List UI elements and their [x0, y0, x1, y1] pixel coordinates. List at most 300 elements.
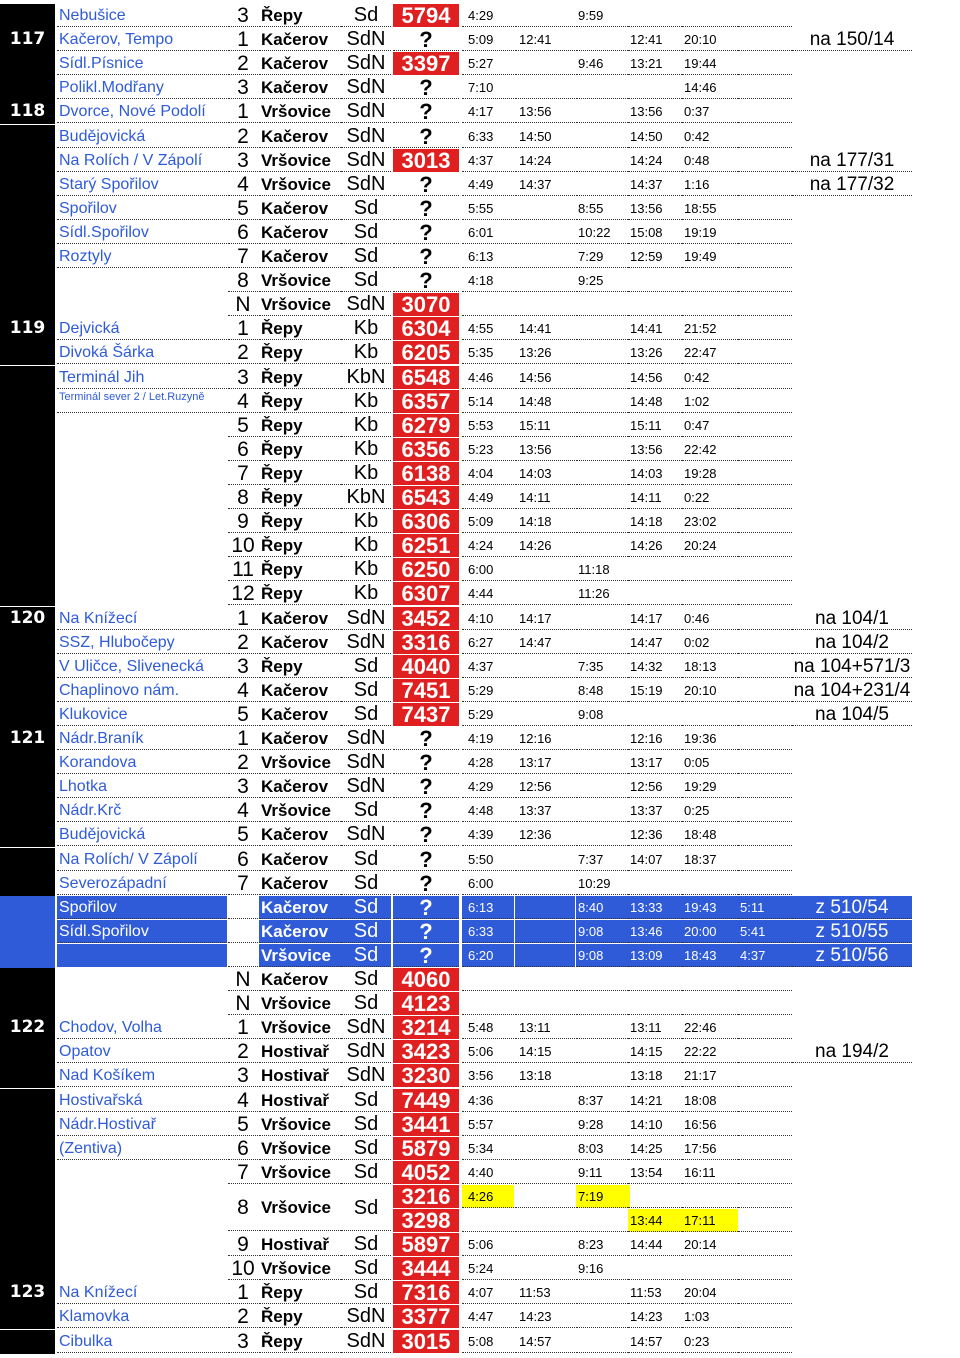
time-cell: 11:53 — [628, 1281, 682, 1304]
time-cell: 14:47 — [628, 631, 682, 654]
time-cell — [515, 76, 575, 99]
position-number: 5 — [228, 197, 258, 220]
time-cell: 0:47 — [682, 414, 738, 437]
position-number: 10 — [228, 534, 258, 557]
depot-name: Kačerov — [259, 823, 341, 846]
time-cell — [738, 245, 792, 268]
time-cell — [738, 28, 792, 51]
vehicle-type: Sd — [341, 799, 391, 822]
time-cell — [738, 968, 792, 991]
time-cell: 6:01 — [462, 221, 514, 244]
line-bar — [0, 462, 55, 486]
time-cell — [462, 293, 514, 316]
line-bar — [0, 775, 55, 799]
time-cell: 13:56 — [628, 100, 682, 123]
vehicle-type: SdN — [341, 1305, 391, 1328]
time-cell: 9:08 — [576, 920, 630, 943]
vehicle-type: Sd — [341, 896, 391, 919]
car-number: 6205 — [393, 341, 459, 364]
stop-name: Na Rolích / V Zápolí — [57, 149, 227, 172]
car-number: 5897 — [393, 1233, 459, 1256]
table-row — [0, 293, 960, 317]
time-cell: 5:09 — [462, 28, 514, 51]
time-cell: 8:40 — [576, 896, 630, 919]
time-cell: 22:42 — [682, 438, 738, 461]
time-cell — [738, 703, 792, 726]
car-number: ? — [393, 221, 459, 244]
time-cell: 5:24 — [462, 1257, 514, 1280]
position-number: 1 — [228, 28, 258, 51]
time-cell: 5:06 — [462, 1040, 514, 1063]
position-number: 3 — [228, 1064, 258, 1087]
car-number: ? — [393, 920, 459, 943]
depot-name: Kačerov — [259, 703, 341, 726]
car-number: 3377 — [393, 1305, 459, 1328]
stop-name: Nádr.Hostivař — [57, 1113, 227, 1136]
position-number: 6 — [228, 438, 258, 461]
depot-name: Vršovice — [259, 293, 341, 316]
time-cell: 14:11 — [515, 486, 575, 509]
table-row — [0, 944, 960, 968]
vehicle-type: Sd — [341, 1161, 391, 1184]
time-cell: 7:19 — [576, 1185, 630, 1208]
line-number-badge: 123 — [0, 1281, 55, 1305]
vehicle-type: SdN — [341, 727, 391, 750]
depot-name: Kačerov — [259, 245, 341, 268]
car-number: 4040 — [393, 655, 459, 678]
note-text — [792, 534, 912, 557]
time-cell — [738, 1209, 792, 1232]
line-bar — [0, 245, 55, 269]
car-number: ? — [393, 125, 459, 148]
time-cell: 7:35 — [576, 655, 630, 678]
position-number: 8 — [228, 1185, 258, 1231]
time-cell — [628, 582, 682, 605]
time-cell: 16:56 — [682, 1113, 738, 1136]
time-cell — [515, 245, 575, 268]
time-cell — [576, 534, 630, 557]
time-cell — [682, 582, 738, 605]
time-cell — [738, 173, 792, 196]
vehicle-type: SdN — [341, 607, 391, 630]
depot-name: Řepy — [259, 341, 341, 364]
note-text — [792, 317, 912, 340]
time-cell: 14:46 — [682, 76, 738, 99]
time-cell: 20:00 — [682, 920, 738, 943]
time-cell — [576, 173, 630, 196]
position-number: 2 — [228, 1040, 258, 1063]
vehicle-type: SdN — [341, 125, 391, 148]
time-cell: 12:41 — [515, 28, 575, 51]
time-cell — [515, 558, 575, 581]
time-cell: 13:37 — [628, 799, 682, 822]
vehicle-type: Kb — [341, 510, 391, 533]
time-cell: 10:29 — [576, 872, 630, 895]
car-number: ? — [393, 799, 459, 822]
time-cell: 14:57 — [515, 1330, 575, 1353]
note-text — [792, 52, 912, 75]
line-bar — [0, 4, 55, 28]
time-cell: 14:56 — [628, 366, 682, 389]
time-cell: 6:00 — [462, 872, 514, 895]
time-cell: 5:23 — [462, 438, 514, 461]
time-cell — [738, 1089, 792, 1112]
time-cell: 17:56 — [682, 1137, 738, 1160]
table-row — [0, 100, 960, 124]
time-cell: 14:21 — [628, 1089, 682, 1112]
time-cell — [738, 221, 792, 244]
time-cell: 14:26 — [515, 534, 575, 557]
note-text — [792, 799, 912, 822]
time-cell: 8:23 — [576, 1233, 630, 1256]
time-cell: 18:43 — [682, 944, 738, 967]
time-cell — [628, 1257, 682, 1280]
position-number: 12 — [228, 582, 258, 605]
stop-name: Budějovická — [57, 823, 227, 846]
time-cell — [515, 1257, 575, 1280]
time-cell — [515, 1185, 575, 1208]
time-cell: 7:10 — [462, 76, 514, 99]
car-number: 7437 — [393, 703, 459, 726]
note-text — [792, 366, 912, 389]
depot-name: Kačerov — [259, 607, 341, 630]
time-cell — [682, 872, 738, 895]
time-cell: 13:17 — [628, 751, 682, 774]
time-cell — [738, 1040, 792, 1063]
position-number: 4 — [228, 679, 258, 702]
time-cell — [738, 631, 792, 654]
time-cell: 14:11 — [628, 486, 682, 509]
time-cell: 0:25 — [682, 799, 738, 822]
time-cell: 4:07 — [462, 1281, 514, 1304]
time-cell: 4:55 — [462, 317, 514, 340]
time-cell — [576, 1016, 630, 1039]
line-bar — [0, 1089, 55, 1113]
time-cell — [738, 799, 792, 822]
table-row — [0, 775, 960, 799]
line-bar — [0, 341, 55, 365]
time-cell: 12:56 — [628, 775, 682, 798]
note-text — [792, 582, 912, 605]
stop-name: Klamovka — [57, 1305, 227, 1328]
time-cell — [515, 1089, 575, 1112]
depot-name: Vršovice — [259, 1113, 341, 1136]
stop-name: Polikl.Modřany — [57, 76, 227, 99]
car-number: 3452 — [393, 607, 459, 630]
position-number: 6 — [228, 848, 258, 871]
time-cell — [515, 920, 575, 943]
time-cell — [576, 1064, 630, 1087]
time-cell: 14:18 — [515, 510, 575, 533]
time-cell: 6:27 — [462, 631, 514, 654]
position-number: 7 — [228, 872, 258, 895]
table-row — [0, 1281, 960, 1305]
position-number: 6 — [228, 221, 258, 244]
car-number: 3015 — [393, 1330, 459, 1353]
position-number: 9 — [228, 510, 258, 533]
time-cell: 20:10 — [682, 28, 738, 51]
time-cell: 19:28 — [682, 462, 738, 485]
table-row — [0, 1137, 960, 1161]
car-number: ? — [393, 896, 459, 919]
car-number: ? — [393, 751, 459, 774]
time-cell: 13:26 — [515, 341, 575, 364]
depot-name: Kačerov — [259, 896, 341, 919]
position-number: 56 — [228, 944, 258, 967]
line-bar — [0, 1040, 55, 1064]
time-cell: 5:57 — [462, 1113, 514, 1136]
note-text: na 177/32 — [792, 173, 912, 196]
line-bar — [0, 848, 55, 872]
stop-name: (Zentiva) — [57, 1137, 227, 1160]
table-row — [0, 1305, 960, 1329]
stop-name: Dvorce, Nové Podolí — [57, 100, 227, 123]
time-cell: 14:37 — [628, 173, 682, 196]
time-cell: 14:17 — [515, 607, 575, 630]
time-cell: 18:55 — [682, 197, 738, 220]
time-cell: 13:33 — [628, 896, 682, 919]
time-cell: 14:48 — [628, 390, 682, 413]
time-cell — [738, 582, 792, 605]
note-text — [792, 341, 912, 364]
time-cell: 4:28 — [462, 751, 514, 774]
table-row — [0, 872, 960, 896]
table-row — [0, 1184, 960, 1219]
time-cell — [576, 775, 630, 798]
time-cell — [738, 1257, 792, 1280]
table-row — [0, 390, 960, 414]
note-text: z 510/54 — [792, 896, 912, 919]
time-cell — [515, 293, 575, 316]
time-cell: 0:37 — [682, 100, 738, 123]
stop-name — [57, 1185, 227, 1208]
time-cell — [738, 775, 792, 798]
depot-name: Kačerov — [259, 679, 341, 702]
vehicle-type: Sd — [341, 221, 391, 244]
time-cell: 15:11 — [515, 414, 575, 437]
table-row — [0, 631, 960, 655]
car-number: 3444 — [393, 1257, 459, 1280]
depot-name: Kačerov — [259, 52, 341, 75]
car-number: ? — [393, 100, 459, 123]
time-cell — [738, 269, 792, 292]
time-cell: 19:29 — [682, 775, 738, 798]
car-number: 7451 — [393, 679, 459, 702]
note-text — [792, 848, 912, 871]
vehicle-type: Kb — [341, 558, 391, 581]
stop-name: Sídl.Spořilov — [57, 920, 227, 943]
stop-name: Sídl.Spořilov — [57, 221, 227, 244]
time-cell — [515, 1113, 575, 1136]
time-cell: 0:02 — [682, 631, 738, 654]
stop-name: Nádr.Braník — [57, 727, 227, 750]
vehicle-type: Sd — [341, 920, 391, 943]
position-number: 5 — [228, 703, 258, 726]
time-cell: 4:37 — [462, 655, 514, 678]
time-cell — [738, 317, 792, 340]
time-cell — [628, 968, 682, 991]
depot-name: Řepy — [259, 510, 341, 533]
line-bar — [0, 799, 55, 823]
depot-name: Vršovice — [259, 992, 341, 1015]
position-number: 4 — [228, 390, 258, 413]
table-row — [0, 1161, 960, 1185]
position-number: 3 — [228, 149, 258, 172]
time-cell — [682, 1185, 738, 1208]
note-text — [792, 1161, 912, 1184]
time-cell — [515, 269, 575, 292]
vehicle-type: KbN — [341, 486, 391, 509]
line-bar — [0, 703, 55, 727]
time-cell — [738, 1161, 792, 1184]
note-text — [792, 125, 912, 148]
time-cell: 5:11 — [738, 896, 792, 919]
time-cell — [515, 679, 575, 702]
car-number: ? — [393, 197, 459, 220]
time-cell — [738, 462, 792, 485]
time-cell: 14:44 — [628, 1233, 682, 1256]
stop-name — [57, 486, 227, 509]
table-row — [0, 655, 960, 679]
position-number: 9 — [228, 1233, 258, 1256]
position-number: 2 — [228, 52, 258, 75]
car-number: ? — [393, 872, 459, 895]
vehicle-type: SdN — [341, 100, 391, 123]
line-number-badge: 118 — [0, 100, 55, 124]
time-cell — [515, 197, 575, 220]
time-cell — [738, 992, 792, 1015]
time-cell — [515, 703, 575, 726]
time-cell: 14:48 — [515, 390, 575, 413]
time-cell: 4:04 — [462, 462, 514, 485]
time-cell — [738, 390, 792, 413]
time-cell: 21:17 — [682, 1064, 738, 1087]
time-cell: 14:25 — [628, 1137, 682, 1160]
position-number: 1 — [228, 317, 258, 340]
vehicle-type: Kb — [341, 390, 391, 413]
line-bar — [0, 1064, 55, 1088]
line-bar — [0, 534, 55, 558]
time-cell — [738, 1281, 792, 1304]
time-cell — [738, 100, 792, 123]
vehicle-type: KbN — [341, 366, 391, 389]
vehicle-type: SdN — [341, 52, 391, 75]
time-cell — [682, 1257, 738, 1280]
vehicle-type: Sd — [341, 197, 391, 220]
time-cell: 6:33 — [462, 920, 514, 943]
time-cell — [515, 1161, 575, 1184]
car-number: ? — [393, 944, 459, 967]
time-cell: 13:46 — [628, 920, 682, 943]
time-cell — [738, 534, 792, 557]
line-bar — [0, 823, 55, 847]
depot-name: Hostivař — [259, 1089, 341, 1112]
stop-name — [57, 293, 227, 316]
time-cell — [515, 582, 575, 605]
time-cell — [576, 462, 630, 485]
line-bar — [0, 1113, 55, 1137]
time-cell: 14:23 — [628, 1305, 682, 1328]
line-bar — [0, 76, 55, 100]
time-cell: 4:10 — [462, 607, 514, 630]
time-cell: 13:09 — [628, 944, 682, 967]
time-cell: 0:48 — [682, 149, 738, 172]
car-number: 6306 — [393, 510, 459, 533]
time-cell — [738, 149, 792, 172]
table-row — [0, 462, 960, 486]
time-cell — [576, 390, 630, 413]
time-cell — [738, 366, 792, 389]
vehicle-type: Sd — [341, 872, 391, 895]
line-bar — [0, 173, 55, 197]
time-cell: 17:11 — [682, 1209, 738, 1232]
time-cell — [738, 76, 792, 99]
note-text — [792, 510, 912, 533]
time-cell: 13:11 — [628, 1016, 682, 1039]
table-row — [0, 173, 960, 197]
vehicle-type: Sd — [341, 1257, 391, 1280]
time-cell — [738, 1113, 792, 1136]
time-cell: 13:44 — [628, 1209, 682, 1232]
time-cell — [576, 100, 630, 123]
time-cell: 19:44 — [682, 52, 738, 75]
time-cell: 4:44 — [462, 582, 514, 605]
time-cell: 5:35 — [462, 341, 514, 364]
time-cell: 14:41 — [515, 317, 575, 340]
time-cell: 18:13 — [682, 655, 738, 678]
time-cell: 18:08 — [682, 1089, 738, 1112]
car-number: ? — [393, 269, 459, 292]
time-cell: 5:48 — [462, 1016, 514, 1039]
time-cell: 15:08 — [628, 221, 682, 244]
time-cell: 8:37 — [576, 1089, 630, 1112]
depot-name: Vršovice — [259, 1161, 341, 1184]
time-cell: 14:26 — [628, 534, 682, 557]
time-cell — [738, 4, 792, 27]
vehicle-type: SdN — [341, 751, 391, 774]
table-row — [0, 149, 960, 173]
line-bar — [0, 968, 55, 992]
time-cell — [628, 4, 682, 27]
time-cell: 6:20 — [462, 944, 514, 967]
note-text: na 104+571/3 — [793, 655, 911, 677]
time-cell: 14:50 — [628, 125, 682, 148]
stop-name — [57, 558, 227, 581]
time-cell — [738, 486, 792, 509]
time-cell: 1:16 — [682, 173, 738, 196]
note-text — [792, 76, 912, 99]
vehicle-type: Sd — [341, 269, 391, 292]
vehicle-type: Kb — [341, 582, 391, 605]
vehicle-type: SdN — [341, 775, 391, 798]
stop-name — [57, 510, 227, 533]
time-cell — [515, 992, 575, 1015]
line-bar — [0, 679, 55, 703]
vehicle-type: Sd — [341, 245, 391, 268]
car-number: ? — [393, 848, 459, 871]
car-number: 3298 — [393, 1209, 459, 1232]
time-cell: 13:56 — [628, 197, 682, 220]
note-text — [792, 1137, 912, 1160]
time-cell: 14:57 — [628, 1330, 682, 1353]
time-cell: 13:17 — [515, 751, 575, 774]
car-number: 5794 — [393, 4, 459, 27]
stop-name — [57, 992, 227, 1015]
time-cell — [576, 341, 630, 364]
vehicle-type: Kb — [341, 414, 391, 437]
stop-name: Korandova — [57, 751, 227, 774]
position-number: N — [228, 968, 258, 991]
